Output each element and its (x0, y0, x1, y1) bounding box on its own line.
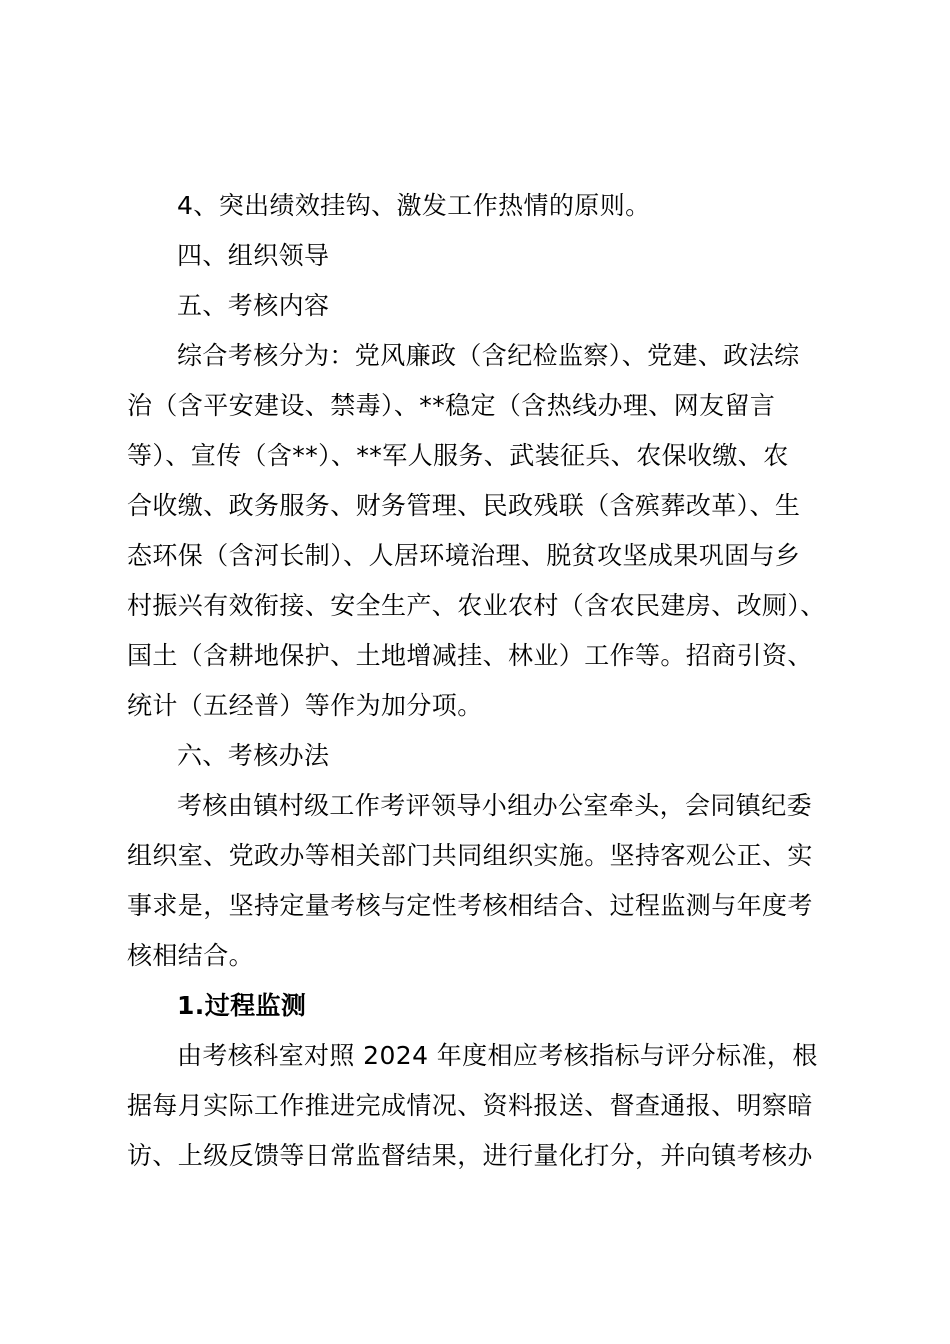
subsection-heading: 1.过程监测 (177, 991, 307, 1020)
paragraph-line: 等）、宣传（含**）、**军人服务、武装征兵、农保收缴、农 (127, 441, 789, 470)
paragraph-line: 态环保（含河长制）、人居环境治理、脱贫攻坚成果巩固与乡 (127, 541, 801, 570)
paragraph-line: 访、上级反馈等日常监督结果，进行量化打分，并向镇考核办 (127, 1141, 813, 1170)
paragraph-line: 治（含平安建设、禁毒）、**稳定（含热线办理、网友留言 (127, 391, 776, 420)
paragraph-line: 综合考核分为：党风廉政（含纪检监察）、党建、政法综 (177, 341, 800, 370)
paragraph-line: 合收缴、政务服务、财务管理、民政残联（含殡葬改革）、生 (127, 491, 801, 520)
paragraph-line: 统计（五经普）等作为加分项。 (127, 691, 483, 720)
paragraph-line: 核相结合。 (127, 941, 255, 970)
paragraph-line: 村振兴有效衔接、安全生产、农业农村（含农民建房、改厕）、 (127, 591, 826, 620)
paragraph-line: 组织室、党政办等相关部门共同组织实施。坚持客观公正、实 (127, 841, 813, 870)
paragraph-line: 考核由镇村级工作考评领导小组办公室牵头，会同镇纪委 (177, 791, 813, 820)
paragraph-line: 据每月实际工作推进完成情况、资料报送、督查通报、明察暗 (127, 1091, 813, 1120)
paragraph-line: 国土（含耕地保护、土地增减挂、林业）工作等。招商引资、 (127, 641, 813, 670)
section-6-heading: 六、考核办法 (177, 741, 330, 770)
principle-4-line: 4、突出绩效挂钩、激发工作热情的原则。 (177, 191, 651, 220)
paragraph-line: 事求是，坚持定量考核与定性考核相结合、过程监测与年度考 (127, 891, 813, 920)
paragraph-line: 由考核科室对照 2024 年度相应考核指标与评分标准，根 (177, 1041, 818, 1070)
section-5-heading: 五、考核内容 (177, 291, 330, 320)
section-4-heading: 四、组织领导 (177, 241, 330, 270)
